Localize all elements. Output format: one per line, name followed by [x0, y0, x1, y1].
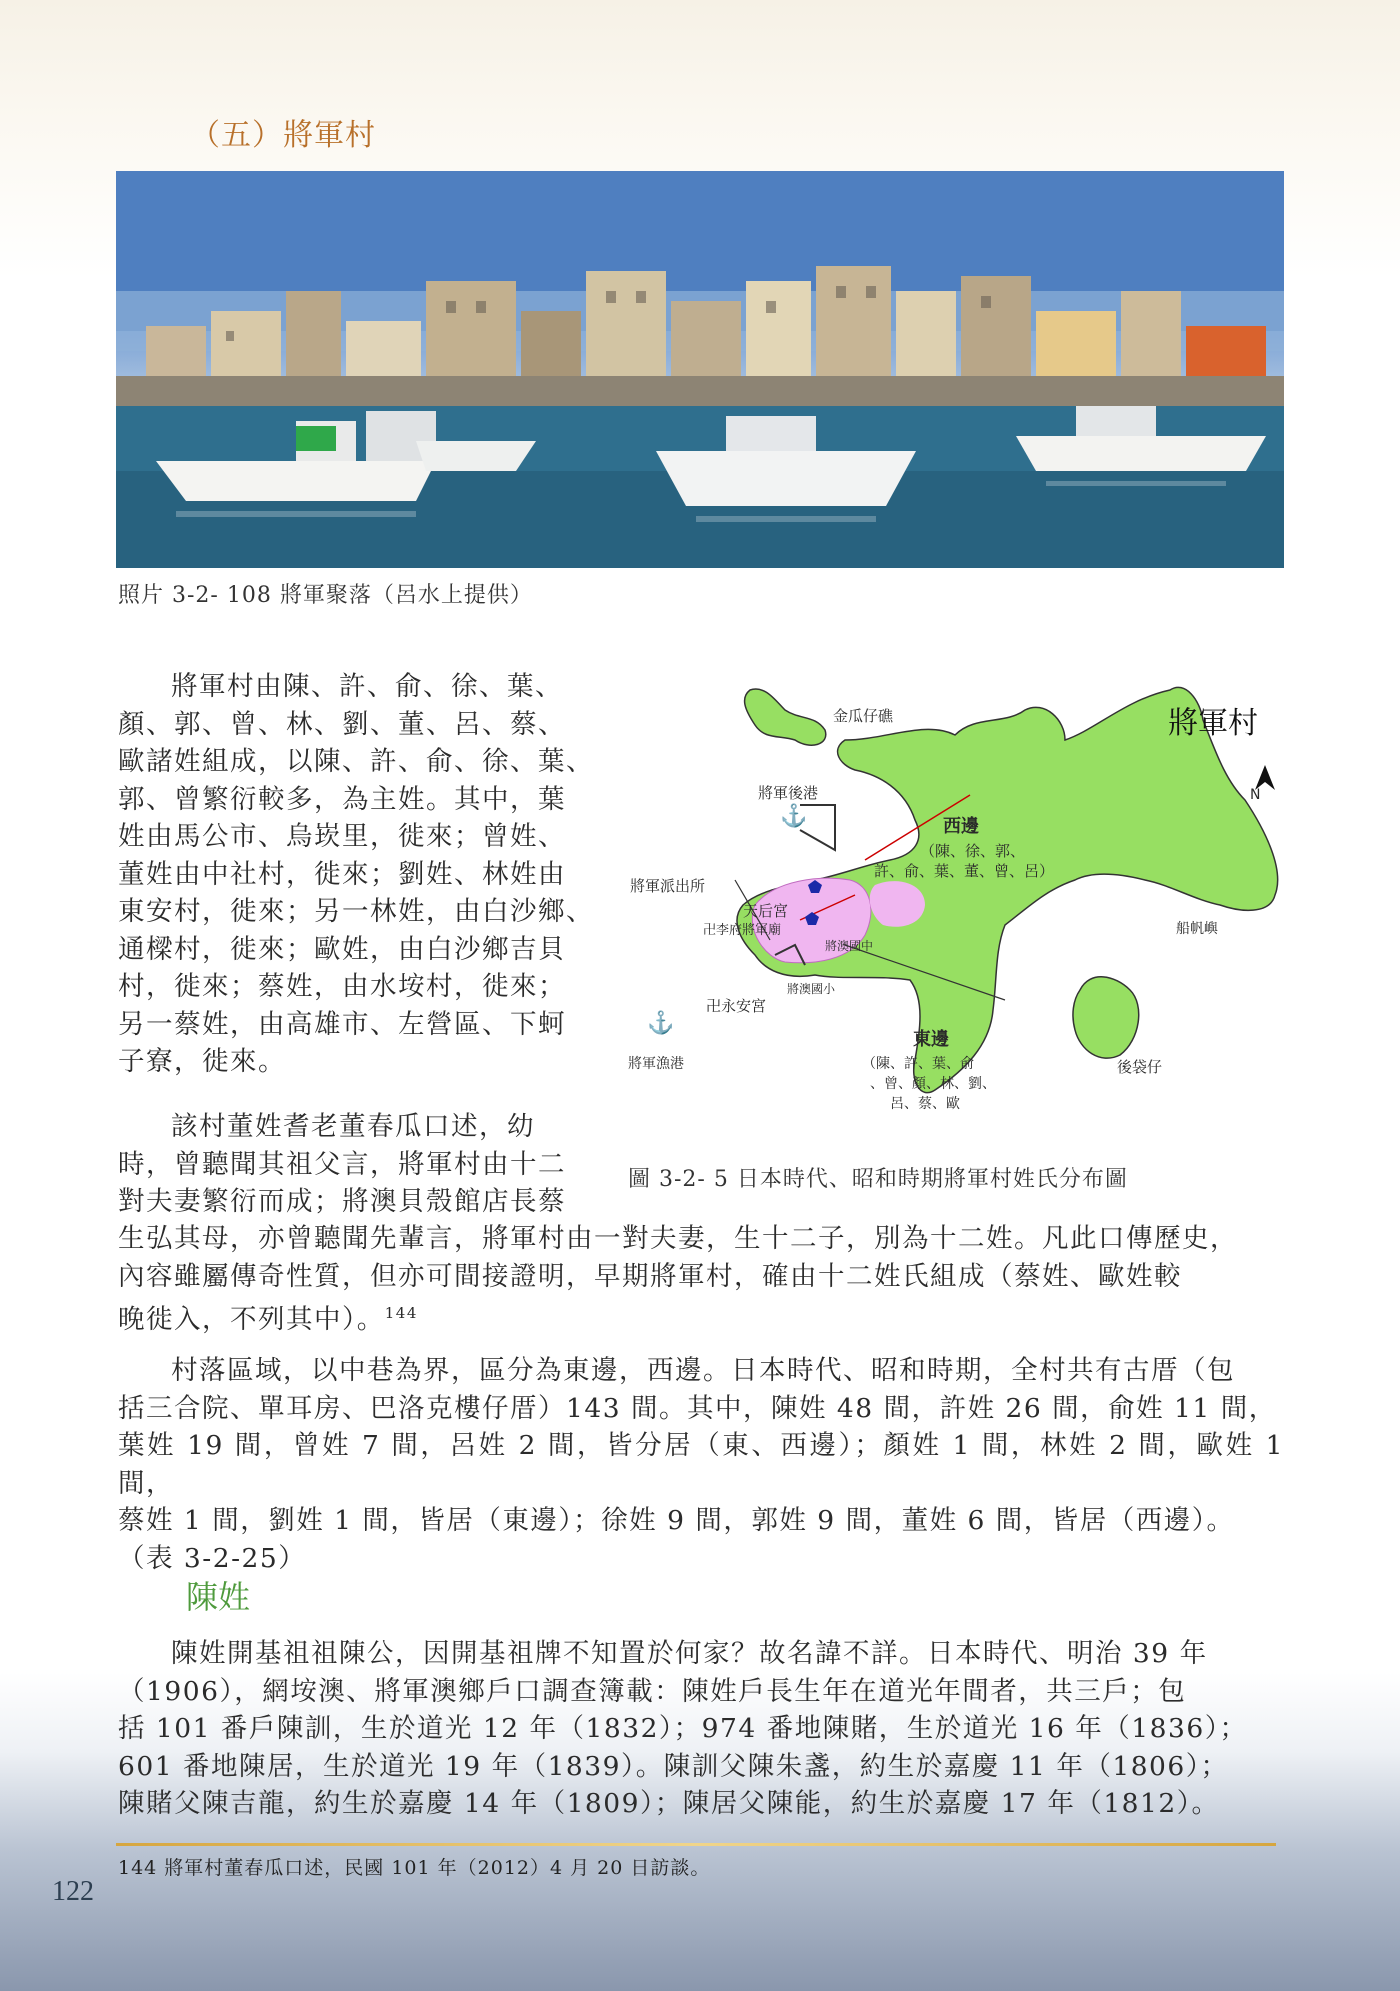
map-caption: 圖 3-2- 5 日本時代、昭和時期將軍村姓氏分布圖	[628, 1167, 1128, 1192]
paragraph-surnames	[118, 668, 600, 1081]
text-line: 對夫妻繁衍而成；將澳貝殼館店長蔡	[118, 1186, 566, 1217]
map-label-houport: 將軍後港	[758, 784, 819, 802]
text-line: 時，曾聽聞其祖父言，將軍村由十二	[118, 1148, 566, 1180]
map-label-west-names1: （陳、徐、郭、	[920, 842, 1026, 860]
map-label-school-pri: 將澳國小	[787, 982, 836, 996]
map-label-houdai: 後袋仔	[1117, 1058, 1163, 1076]
map-label-east-names1: （陳、許、葉、俞	[862, 1056, 974, 1072]
map-label-west: 西邊	[943, 816, 979, 837]
text-line: 生弘其母，亦曾聽聞先輩言，將軍村由一對夫妻，生十二子，別為十二姓。凡此口傳歷史，	[118, 1223, 1238, 1254]
paragraph-village-area	[118, 1352, 1284, 1577]
text-line: 括三合院、單耳房、巴洛克樓仔厝）143 間。其中，陳姓 48 間，許姓 26 間，俞姓 11 間，	[118, 1392, 1277, 1424]
svg-text:⚓: ⚓	[780, 804, 808, 829]
map-label-east-names3: 呂、蔡、歐	[890, 1096, 960, 1112]
text-line: 601 番地陳居，生於道光 19 年（1839）。陳訓父陳朱盞，約生於嘉慶 11 年（1806）；	[118, 1750, 1229, 1782]
map-title: 將軍村	[1168, 706, 1258, 741]
map-label-tianhou: 天后宮	[743, 902, 789, 920]
footnote-text: 144 將軍村董春瓜口述，民國 101 年（2012）4 月 20 日訪談。	[118, 1857, 711, 1879]
text-line: 將軍村由陳、許、俞、徐、葉、	[171, 671, 563, 702]
text-line: 歐諸姓組成，以陳、許、俞、徐、葉、	[118, 746, 594, 777]
map-label-yongan: 卍永安宮	[706, 997, 767, 1015]
heading-chen-surname: 陳姓	[186, 1578, 251, 1616]
paragraph-oral-history	[118, 1108, 600, 1221]
text-line: 葉姓 19 間，曾姓 7 間，呂姓 2 間，皆分居（東、西邊）；顏姓 1 間，林姓 2 間，歐姓 1 間，	[118, 1430, 1284, 1499]
map-label-police: 將軍派出所	[630, 877, 706, 895]
paragraph-oral-history-cont	[118, 1220, 1284, 1338]
footnote-divider	[116, 1843, 1276, 1846]
map-label-east-names2: 、曾、顏、林、劉、	[870, 1076, 996, 1092]
page-number: 122	[52, 1876, 94, 1907]
photo-caption: 照片 3-2- 108 將軍聚落（呂水上提供）	[118, 583, 533, 608]
map-label-school-mid: 將澳國中	[825, 939, 874, 953]
text-line: 另一蔡姓，由高雄市、左營區、下蚵	[118, 1008, 566, 1040]
text-line: 該村董姓耆老董春瓜口述，幼	[171, 1111, 535, 1142]
text-line: 村落區域，以中巷為界，區分為東邊，西邊。日本時代、昭和時期，全村共有古厝（包	[171, 1355, 1235, 1386]
text-line: 內容雖屬傳奇性質，但亦可間接證明，早期將軍村，確由十二姓氏組成（蔡姓、歐姓較	[118, 1260, 1182, 1292]
svg-text:⚓: ⚓	[647, 1011, 675, 1036]
section-title: （五）將軍村	[190, 118, 376, 153]
text-line: 通樑村，徙來；歐姓，由白沙鄉吉貝	[118, 933, 566, 965]
text-line: （1906），網垵澳、將軍澳鄉戶口調查簿載：陳姓戶長生年在道光年間者，共三戶；包	[118, 1675, 1187, 1707]
text-line: （表 3-2-25）	[118, 1542, 307, 1574]
text-line: 晚徙入，不列其中）。$^{144}$	[118, 1303, 418, 1335]
text-line: 姓由馬公市、烏崁里，徙來；曾姓、	[118, 821, 566, 852]
text-line: 蔡姓 1 間，劉姓 1 間，皆居（東邊）；徐姓 9 間，郭姓 9 間，董姓 6 間，皆居（西邊）。	[118, 1505, 1235, 1536]
paragraph-chen	[118, 1635, 1284, 1823]
text-line: 括 101 番戶陳訓，生於道光 12 年（1832）；974 番地陳賭，生於道光 16 年（1836）；	[118, 1713, 1248, 1744]
village-harbor-photo	[116, 171, 1284, 568]
text-line: 顏、郭、曾、林、劉、董、呂、蔡、	[118, 708, 566, 740]
text-line: 陳賭父陳吉龍，約生於嘉慶 14 年（1809）；陳居父陳能，約生於嘉慶 17 年（1812）。	[118, 1788, 1220, 1819]
north-label: N	[1250, 787, 1261, 803]
text-line: 陳姓開基祖祖陳公，因開基祖牌不知置於何家？故名諱不詳。日本時代、明治 39 年	[171, 1638, 1208, 1669]
map-label-jingua: 金瓜仔礁	[833, 707, 894, 725]
footnote-ref[interactable]: 144	[384, 1304, 418, 1322]
map-label-west-names2: 許、俞、葉、董、曾、呂）	[874, 862, 1055, 880]
text-line: 董姓由中社村，徙來；劉姓、林姓由	[118, 858, 566, 890]
map-label-general-temple: 卍李府將軍廟	[703, 923, 782, 938]
text-line: 子寮，徙來。	[118, 1046, 286, 1077]
text-line: 郭、曾繁衍較多，為主姓。其中，葉	[118, 783, 566, 815]
map-label-east: 東邊	[913, 1029, 949, 1050]
map-label-fishport: 將軍漁港	[628, 1056, 684, 1072]
text-line: 東安村，徙來；另一林姓，由白沙鄉、	[118, 896, 594, 927]
map-label-chuanfan: 船帆嶼	[1176, 921, 1218, 937]
text-line: 村，徙來；蔡姓，由水垵村，徙來；	[118, 971, 566, 1002]
